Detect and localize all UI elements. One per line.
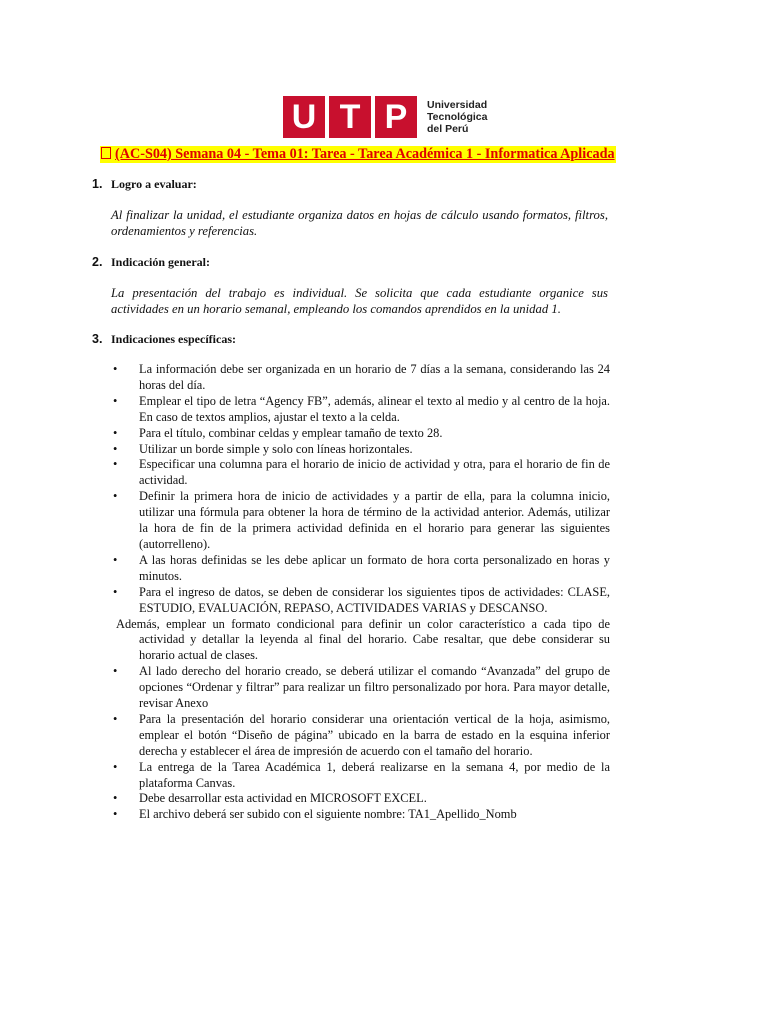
list-item: • La entrega de la Tarea Académica 1, deberá realizarse en la semana 4, por medio de la plataforma Canvas. — [113, 759, 610, 790]
conditional-format-paragraph: Además, emplear un formato condicional para definir un color característico a cada tipo de actividad y detallar la leyenda al final del horario. Cabe resaltar, que debe considerar su horario actual de clases. — [116, 616, 610, 663]
list-item: • Al lado derecho del horario creado, se deberá utilizar el comando “Avanzada” del grupo de opciones “Ordenar y filtrar” para realizar un filtro personalizado por hora. Para mayor detalle, revisar Anexo — [113, 664, 610, 711]
list-item: • Definir la primera hora de inicio de actividades y a partir de ella, para la columna inicio, utilizar una fórmula para obtener la hora de término de la actividad anterior. Además, utilizar la hora de fin de la primera actividad definida en el horario para generar las siguientes (autorrelleno). — [113, 489, 610, 551]
utp-logo — [283, 96, 487, 138]
list-item: • Especificar una columna para el horario de inicio de actividad y otra, para el horario de fin de actividad. — [113, 457, 610, 488]
section-2-text: La presentación del trabajo es individual. Se solicita que cada estudiante organice sus actividades en un horario semanal, empleando los comandos aprendidos en la unidad 1. — [111, 286, 608, 316]
list-item: • La información debe ser organizada en un horario de 7 días a la semana, considerando las 24 horas del día. — [113, 362, 610, 392]
section-1-text: Al finalizar la unidad, el estudiante organiza datos en hojas de cálculo usando formatos, filtros, ordenamientos y referencias. — [111, 208, 608, 238]
logo-university-name: Universidad Tecnológica del Perú — [427, 99, 488, 135]
specific-instructions-list — [113, 362, 610, 823]
list-item: • Para el título, combinar celdas y emplear tamaño de texto 28. — [113, 425, 443, 440]
section-3-heading: 3. Indicaciones específicas: — [92, 332, 236, 346]
section-2-heading: 2. Indicación general: — [92, 255, 210, 269]
list-item: • Para el ingreso de datos, se deben de considerar los siguientes tipos de actividades: CLASE, ESTUDIO, EVALUACIÓN, REPASO, ACTIVIDADES VARIAS y DESCANSO. — [113, 584, 610, 615]
utp-logo-mark — [283, 96, 417, 138]
section-1-heading: 1. Logro a evaluar: — [92, 177, 197, 191]
logo-letter-u: U — [291, 97, 317, 136]
missing-glyph-icon — [101, 147, 111, 159]
list-item: • Utilizar un borde simple y solo con líneas horizontales. — [113, 441, 413, 456]
list-item: • A las horas definidas se les debe aplicar un formato de hora corta personalizado en horas y minutos. — [113, 552, 610, 583]
list-item: • El archivo deberá ser subido con el siguiente nombre: TA1_Apellido_Nomb — [113, 807, 517, 822]
list-item: • Para la presentación del horario considerar una orientación vertical de la hoja, asimismo, emplear el botón “Diseño de página” ubicado en la barra de estado en la esquina inferior derecha y establecer el área de impresión de acuerdo con el tamaño del horario. — [113, 711, 610, 758]
assignment-title-link[interactable]: (AC-S04) Semana 04 - Tema 01: Tarea - Tarea Académica 1 - Informatica Aplicada — [100, 146, 616, 163]
logo-letter-t: T — [339, 97, 361, 136]
logo-letter-p: P — [384, 97, 408, 136]
list-item: • Emplear el tipo de letra “Agency FB”, además, alinear el texto al medio y al centro de la hoja. En caso de textos amplios, ajustar el texto a la celda. — [113, 393, 610, 424]
list-item: • Debe desarrollar esta actividad en MICROSOFT EXCEL. — [113, 791, 427, 806]
